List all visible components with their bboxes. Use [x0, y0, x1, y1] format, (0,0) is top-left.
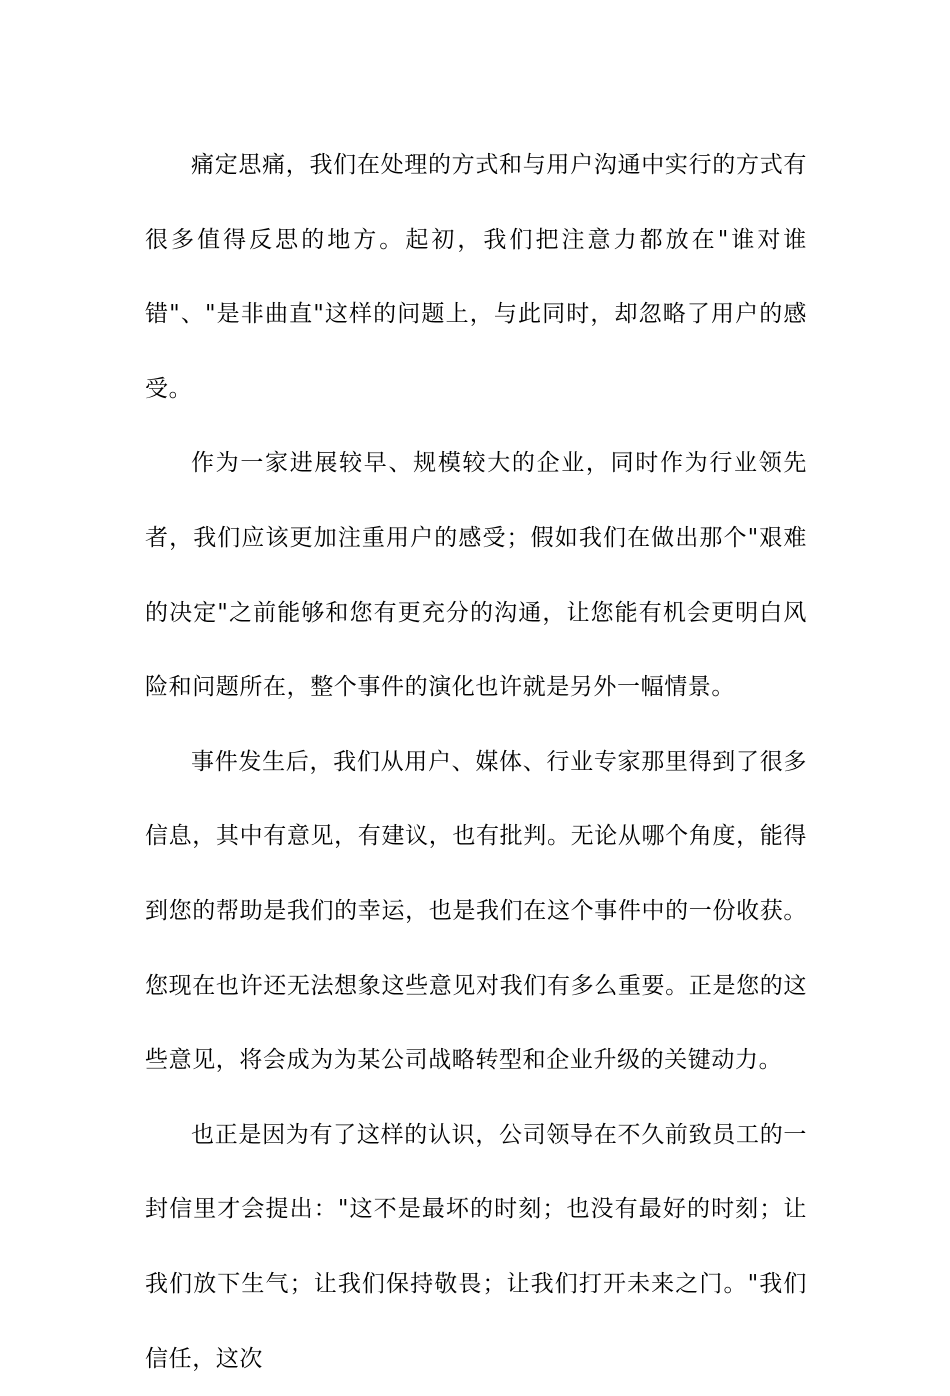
paragraph-1: 痛定思痛，我们在处理的方式和与用户沟通中实行的方式有很多值得反思的地方。起初，我们把注意力都放在"谁对谁错"、"是非曲直"这样的问题上，与此同时，却忽略了用户的感受。 [145, 152, 807, 402]
document-body [145, 128, 807, 1396]
paragraph-2: 作为一家进展较早、规模较大的企业，同时作为行业领先者，我们应该更加注重用户的感受；假如我们在做出那个"艰难的决定"之前能够和您有更充分的沟通，让您能有机会更明白风险和问题所在，整个事件的演化也许就是另外一幅情景。 [145, 450, 807, 701]
paragraph-3: 事件发生后，我们从用户、媒体、行业专家那里得到了很多信息，其中有意见，有建议，也有批判。无论从哪个角度，能得到您的帮助是我们的幸运，也是我们在这个事件中的一份收获。您现在也许还无法想象这些意见对我们有多么重要。正是您的这些意见，将会成为为某公司战略转型和企业升级的关键动力。 [145, 748, 807, 1074]
paragraph-4: 也正是因为有了这样的认识，公司领导在不久前致员工的一封信里才会提出："这不是最坏的时刻；也没有最好的时刻；让我们放下生气；让我们保持敬畏；让我们打开未来之门。"我们信任，这次 [145, 1121, 807, 1372]
